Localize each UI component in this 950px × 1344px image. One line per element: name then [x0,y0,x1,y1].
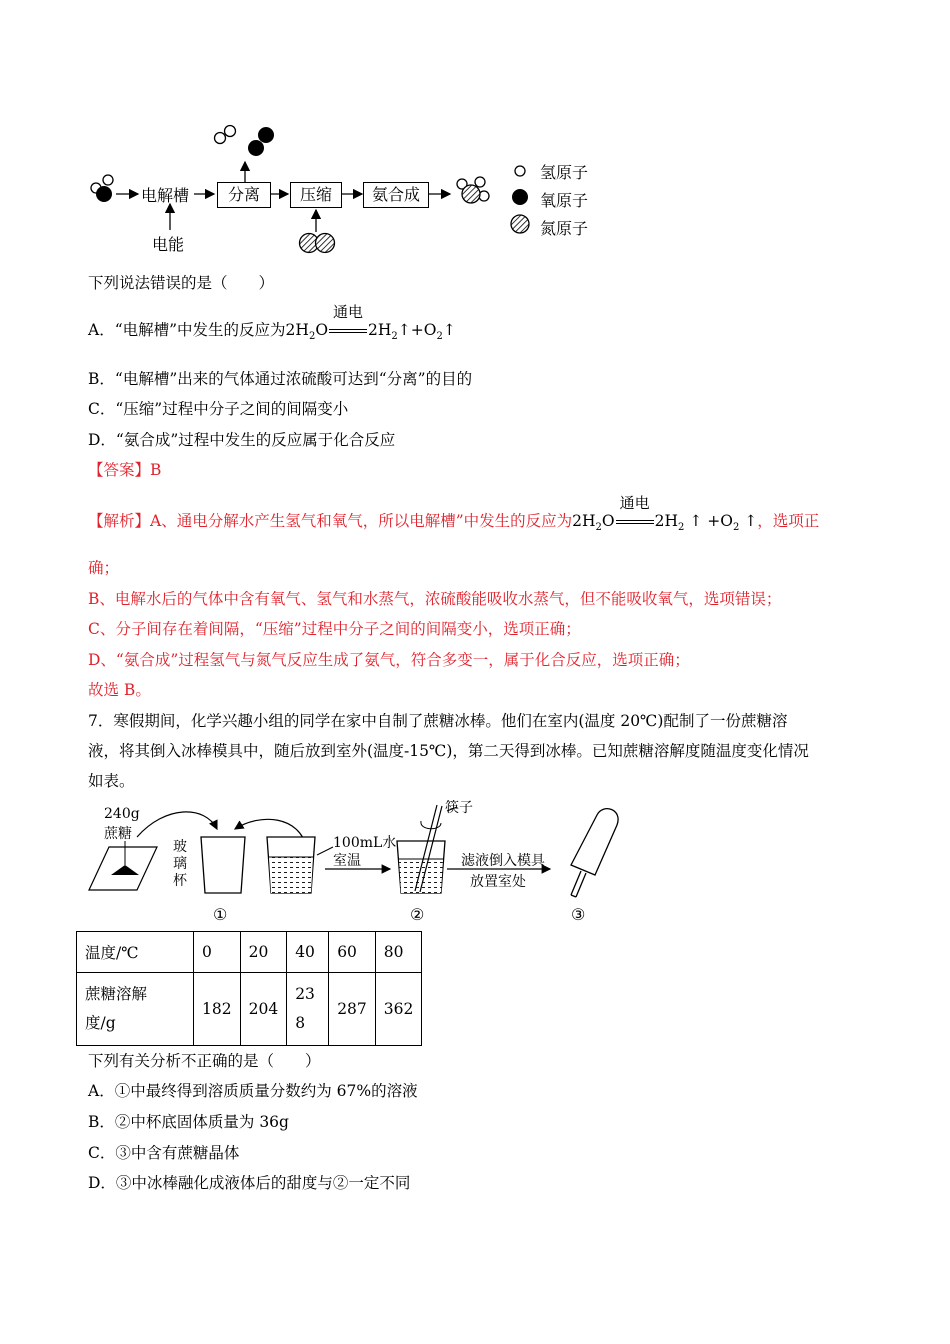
step-2-label: ② [410,905,425,924]
oxygen-atom-legend-icon [512,189,528,205]
step-3-label: ③ [571,905,586,924]
analysis-a-post: ，选项正 [757,512,820,530]
q7-option-d: D．③中冰棒融化成液体后的甜度与②一定不同 [88,1174,411,1192]
analysis-equation-condition: 通电 [619,494,650,512]
analysis-head: 【解析】 [88,512,151,530]
sugar-mass-label: 240g [104,806,140,822]
analysis-equation: $2H_2O$ 通电 $2H_2$ ↑ $+O_2$ ↑ [572,494,758,534]
q7-question: 下列有关分析不正确的是（ ） [88,1052,321,1070]
q7-stem-1: 7．寒假期间，化学兴趣小组的同学在家中自制了蔗糖冰棒。他们在室内(温度 20℃)配制了一份蔗糖溶 [88,712,788,730]
oxygen-molecule-icon [248,127,274,156]
table-cell: 80 [375,932,422,973]
legend-hydrogen: 氢原子 [540,163,589,182]
table-cell: 182 [194,973,241,1046]
equation-condition: 通电 [333,303,364,321]
q7-stem-2: 液，将其倒入冰棒模具中，随后放到室外(温度-15℃)，第二天得到冰棒。已知蔗糖溶解度随温度变化情况 [88,742,809,760]
table-cell: 204 [240,973,287,1046]
glass-cup-label-2: 璃 [173,856,187,872]
separate-box: 分离 [217,182,271,208]
water-molecule-icon [91,175,113,202]
step-1-label: ① [213,905,228,924]
solubility-table [76,931,422,1046]
q6-analysis-c: C、分子间存在着间隔，“压缩”过程中分子之间的间隔变小，选项正确； [88,620,581,638]
table-cell: 40 [287,932,329,973]
q7-stem-3: 如表。 [88,772,135,790]
sugar-label: 蔗糖 [104,826,132,842]
table-cell: 0 [194,932,241,973]
table-cell: 287 [329,973,376,1046]
q6-analysis-a [88,494,820,534]
sugar-popsicle-figure [85,795,645,930]
table-cell: 362 [375,973,422,1046]
table-cell: 238 [287,973,329,1046]
glass-cup-label-3: 杯 [173,873,187,889]
q6-answer: 【答案】B [88,461,162,479]
hydrogen-molecule-icon [215,126,236,144]
q6-analysis-d: D、“氨合成”过程氢气与氮气反应生成了氨气，符合多变一，属于化合反应，选项正确； [88,651,690,669]
compress-box: 压缩 [290,182,342,208]
ammonia-synthesis-box: 氨合成 [363,182,429,208]
q7-option-b: B．②中杯底固体质量为 36g [88,1113,289,1131]
nitrogen-molecule-icon [300,234,335,253]
q6-option-b: B．“电解槽”出来的气体通过浓硫酸可达到“分离”的目的 [88,370,473,388]
popsicle-icon [571,809,618,897]
electricity-label: 电能 [152,235,185,254]
glass-cup-label-1: 玻 [173,839,187,855]
hydrogen-atom-legend-icon [515,166,525,176]
q6-option-d: D．“氨合成”过程中发生的反应属于化合反应 [88,431,396,449]
table-row [77,932,422,973]
room-temp-label: 室温 [333,853,361,869]
table-cell: 60 [329,932,376,973]
q6-analysis-a-cont: 确； [88,559,120,577]
electrolyzer-label: 电解槽 [141,186,190,205]
nitrogen-atom-legend-icon [511,215,529,233]
solubility-header-2: 度/g [85,1014,116,1032]
legend-nitrogen: 氮原子 [540,219,589,238]
pour-label-2: 放置室处 [470,874,526,890]
legend-oxygen: 氧原子 [540,191,589,210]
pour-label-1: 滤液倒入模具 [461,853,545,869]
temperature-header: 温度/℃ [77,932,194,973]
solubility-header-1: 蔗糖溶解 [85,985,148,1003]
q7-option-a: A．①中最终得到溶质质量分数约为 67%的溶液 [88,1082,418,1100]
q6-option-c: C．“压缩”过程中分子之间的间隔变小 [88,400,349,418]
chopsticks-label: 筷子 [445,800,473,816]
ammonia-molecule-icon [457,177,489,203]
q6-stem: 下列说法错误的是（ ） [88,274,275,292]
table-row [77,973,422,1046]
solubility-header [77,973,194,1046]
q7-option-c: C．③中含有蔗糖晶体 [88,1144,240,1162]
q6-conclusion: 故选 B。 [88,681,151,699]
q6-option-a [88,303,456,343]
q6-option-a-text: A．“电解槽”中发生的反应为 [88,321,286,339]
analysis-a-text: A、通电分解水产生氢气和氧气，所以电解槽”中发生的反应为 [150,512,573,530]
empty-cup-icon [201,837,245,893]
table-cell: 20 [240,932,287,973]
water-label: 100mL水 [333,835,397,851]
q6-analysis-b: B、电解水后的气体中含有氧气、氢气和水蒸气，浓硫酸能吸收水蒸气，但不能吸收氧气，选项错误； [88,590,782,608]
equation: $2H_2O$ 通电 $2H_2↑+O_2↑$ [285,303,456,343]
